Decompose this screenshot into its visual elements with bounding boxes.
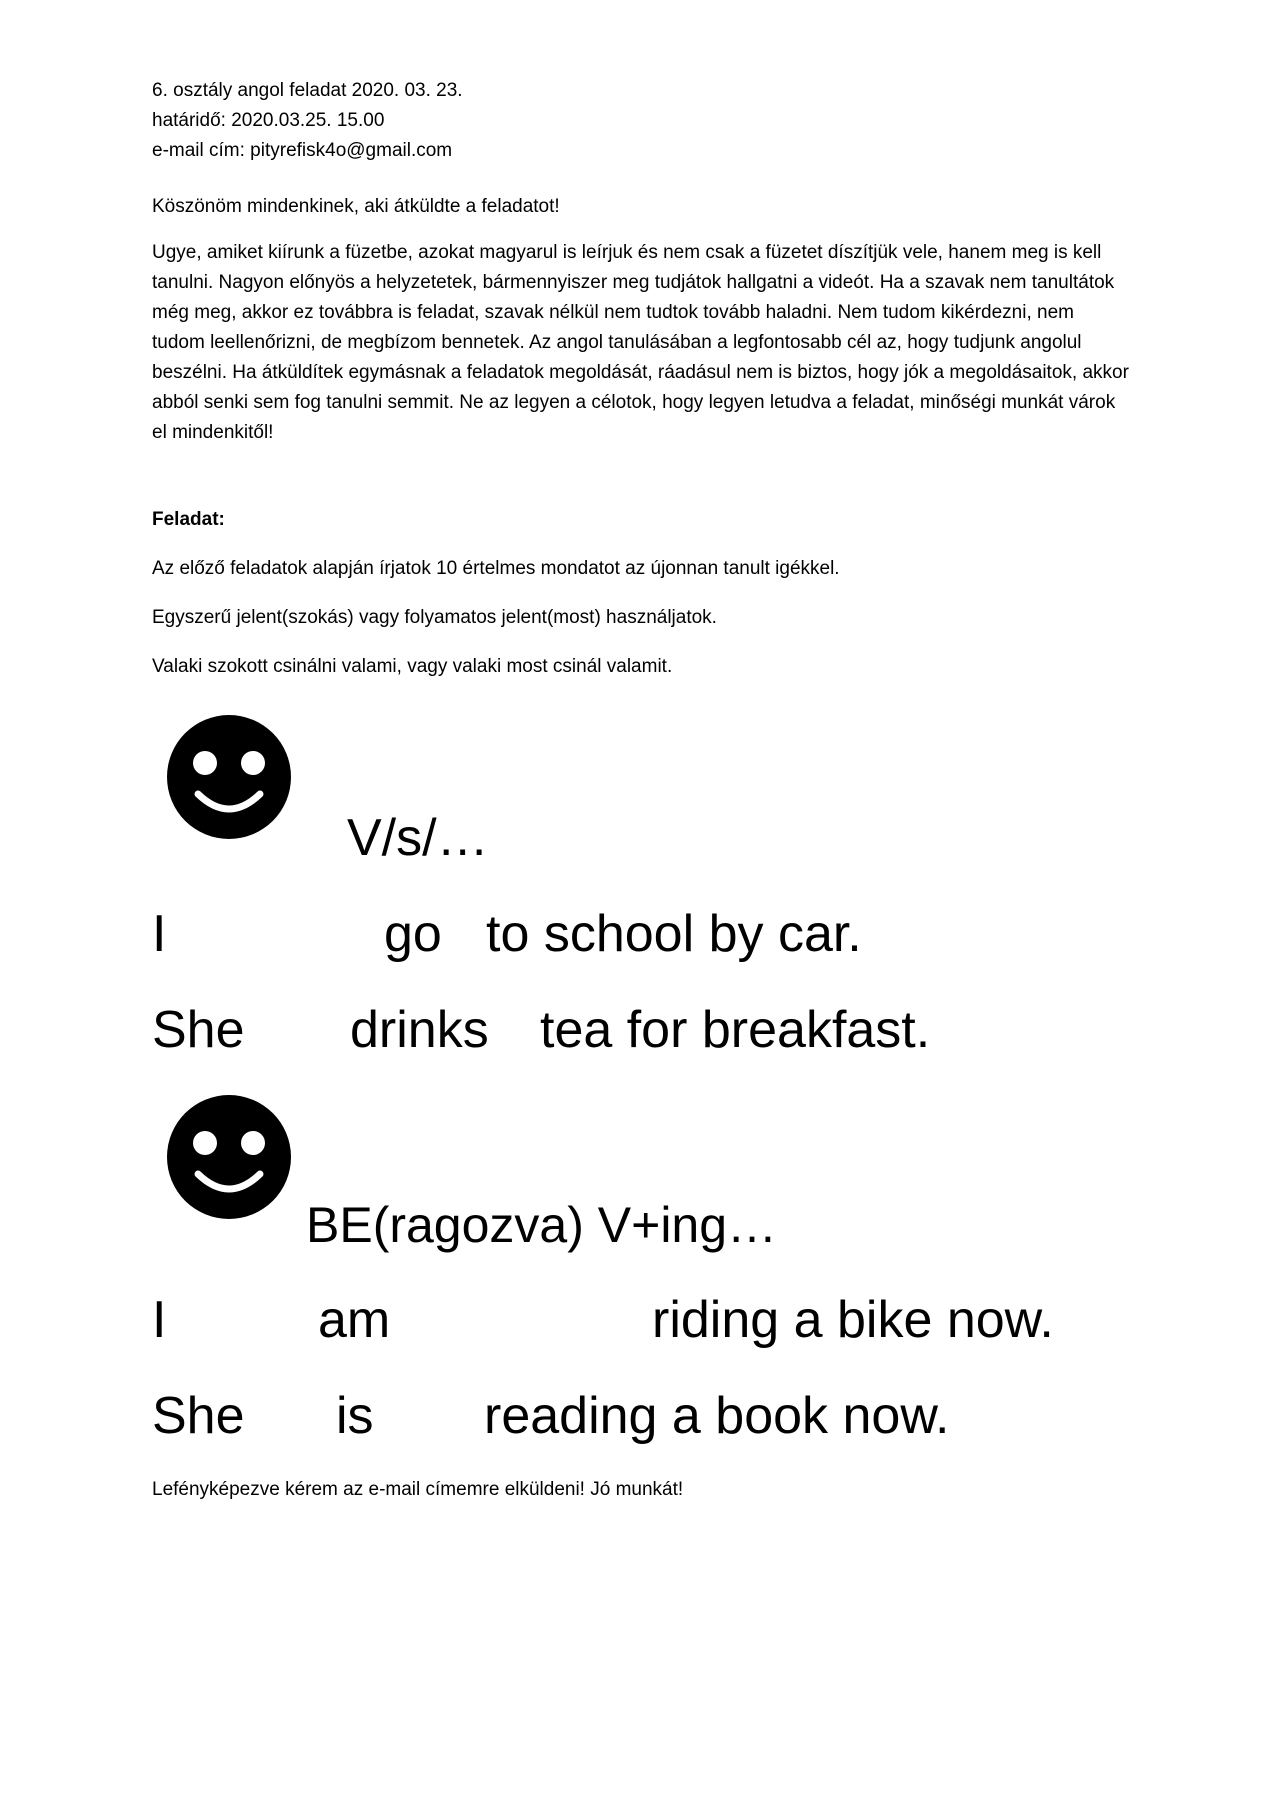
example-rest: reading a book now. [484, 1387, 950, 1445]
intro-paragraph: Ugye, amiket kiírunk a füzetbe, azokat magyarul is leírjuk és nem csak a füzetet díszítjük vele, hanem meg is kell tanulni. Nagyon előnyös a helyzetetek, bármennyiszer meg tudjátok hallgatni a videót. Ha a szavak nem tanultátok még meg, akkor ez továbbra is feladat, szavak nélkül nem tudtok tovább haladni. Nem tudom kikérdezni, nem tudom leellenőrizni, de megbízom bennetek. Az angol tanulásában a legfontosabb cél az, hogy tudjunk angolul beszélni. Ha átküldítek egymásnak a feladatok megoldását, ráadásul nem is biztos, hogy jók a megoldásaitok, akkor abból senki sem fog tanulni semmit. Ne az legyen a célotok, hogy legyen letudva a feladat, minőségi munkát várok el mindenkitől! [152, 242, 1129, 443]
example-verb: go [384, 905, 442, 963]
example-subject: She [152, 1387, 245, 1445]
task-line-2: Egyszerű jelent(szokás) vagy folyamatos jelent(most) használjatok. [152, 607, 717, 628]
smiley-icon [166, 1094, 292, 1220]
example-subject: I [152, 1291, 167, 1349]
example-subject: She [152, 1001, 245, 1059]
task-line-1: Az előző feladatok alapján írjatok 10 értelmes mondatot az újonnan tanult igékkel. [152, 558, 840, 579]
example-rest: tea for breakfast. [540, 1001, 931, 1059]
smiley-icon [166, 714, 292, 840]
example-subject: I [152, 905, 167, 963]
task-line-3: Valaki szokott csinálni valami, vagy valaki most csinál valamit. [152, 656, 673, 677]
example-rest: riding a bike now. [652, 1291, 1054, 1349]
header-line-deadline: határidő: 2020.03.25. 15.00 [152, 110, 385, 131]
task-title: Feladat: [152, 509, 225, 530]
example-verb: am [318, 1291, 391, 1349]
closing-text: Lefényképezve kérem az e-mail címemre elküldeni! Jó munkát! [152, 1479, 684, 1500]
example-verb: is [336, 1387, 374, 1445]
example-verb: drinks [350, 1001, 489, 1059]
example-rest: to school by car. [486, 905, 862, 963]
header-line-class-date: 6. osztály angol feladat 2020. 03. 23. [152, 80, 463, 101]
header-line-email: e-mail cím: pityrefisk4o@gmail.com [152, 140, 453, 161]
simple-present-formula: V/s/… [347, 809, 489, 867]
thanks-text: Köszönöm mindenkinek, aki átküldte a feladatot! [152, 196, 560, 217]
present-continuous-formula: BE(ragozva) V+ing… [306, 1197, 778, 1253]
